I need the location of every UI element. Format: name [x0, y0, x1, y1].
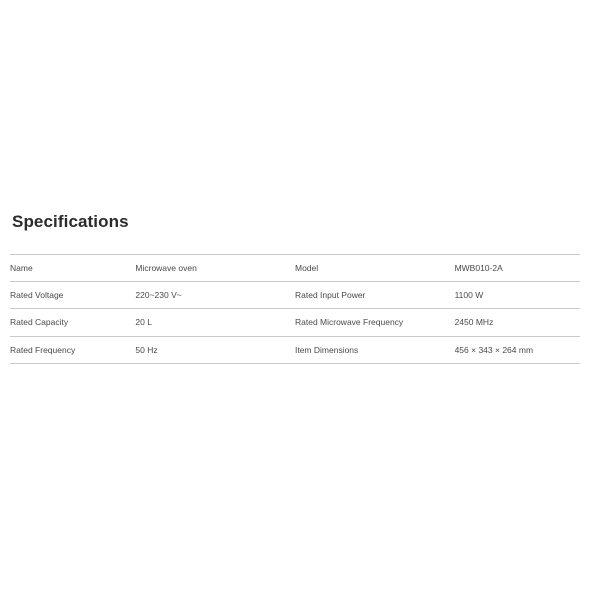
spec-value: 456 × 343 × 264 mm	[454, 344, 534, 355]
spec-label: Item Dimensions	[294, 344, 359, 355]
page-title: Specifications	[12, 212, 129, 231]
table-row	[10, 255, 580, 282]
spec-value: 20 L	[135, 317, 152, 328]
spec-label: Name	[10, 263, 33, 273]
spec-label: Rated Frequency	[10, 344, 76, 355]
spec-value: Microwave oven	[135, 263, 197, 273]
specifications-section	[10, 212, 580, 364]
spec-label: Rated Microwave Frequency	[294, 317, 404, 328]
spec-label: Rated Input Power	[294, 290, 366, 301]
spec-value: 220~230 V~	[135, 290, 182, 301]
specifications-table	[10, 254, 580, 364]
spec-label: Rated Capacity	[10, 317, 69, 328]
table-row	[10, 336, 580, 363]
spec-label: Model	[294, 263, 319, 273]
spec-value: MWB010-2A	[454, 263, 503, 273]
table-row	[10, 309, 580, 336]
table-row	[10, 282, 580, 309]
spec-value: 2450 MHz	[454, 317, 494, 328]
spec-value: 1100 W	[454, 290, 484, 301]
spec-value: 50 Hz	[135, 344, 158, 355]
spec-label: Rated Voltage	[10, 290, 64, 301]
specifications-table-body	[10, 255, 580, 364]
